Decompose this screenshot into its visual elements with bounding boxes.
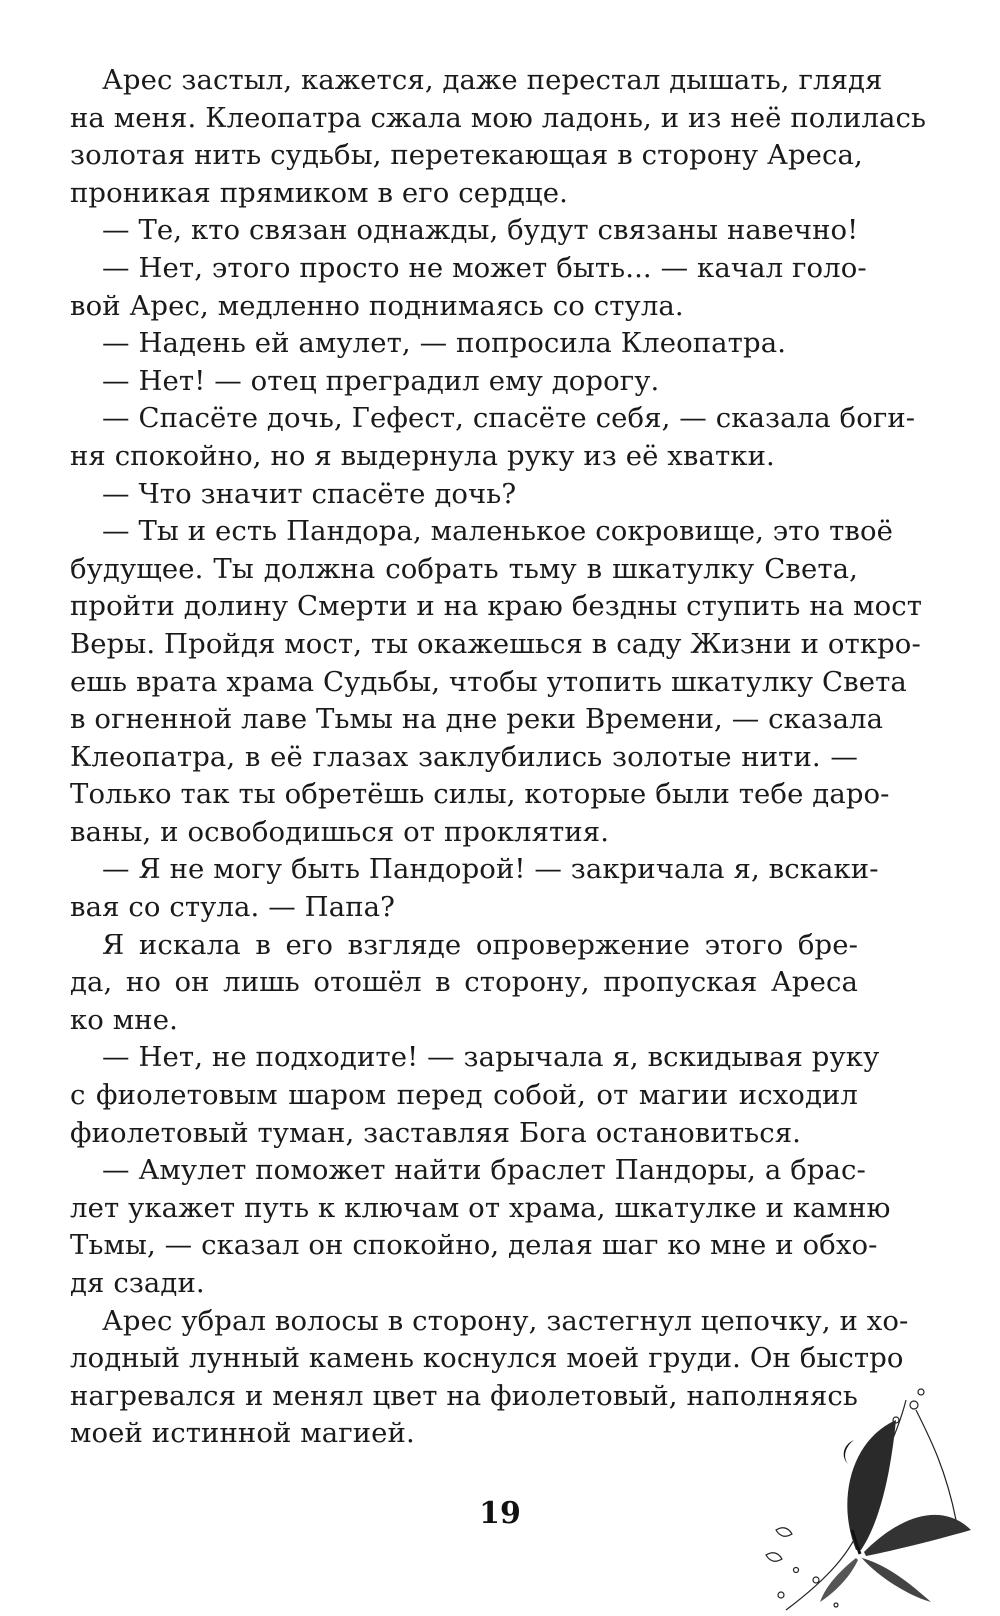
text-line: да, но он лишь отошёл в сторону, пропуская Ареса [70, 966, 858, 999]
text-line: Клеопатра, в её глазах заклубились золотые нити. — [70, 740, 858, 773]
text-line: — Спасёте дочь, Гефест, спасёте себя, — сказала боги- [102, 402, 916, 435]
text-line: — Нет, этого просто не может быть... — качал голо- [102, 251, 867, 284]
text-line: в огненной лаве Тьмы на дне реки Времени, — сказала [70, 703, 884, 736]
text-line: Я искала в его взгляде опровержение этого бре- [102, 928, 858, 961]
text-line: — Нет, не подходите! — зарычала я, вскидывая руку [102, 1041, 880, 1074]
text-line: фиолетовый туман, заставляя Бога остановиться. [70, 1116, 801, 1149]
text-line: на меня. Клеопатра сжала мою ладонь, и из неё полилась [70, 101, 927, 134]
text-line: дя сзади. [70, 1267, 205, 1299]
page-body-text [70, 62, 927, 1453]
text-line: — Те, кто связан однажды, будут связаны навечно! [102, 214, 859, 247]
text-line: вая со стула. — Папа? [70, 891, 395, 924]
text-line: нагревался и менял цвет на фиолетовый, наполняясь [70, 1379, 858, 1412]
text-line: — Я не могу быть Пандорой! — закричала я, вскаки- [102, 853, 879, 886]
text-line: ня спокойно, но я выдернула руку из её хватки. [70, 439, 775, 472]
text-line: Арес застыл, кажется, даже перестал дышать, глядя [102, 64, 883, 96]
text-line: — Ты и есть Пандора, маленькое сокровище, это твоё [102, 515, 894, 548]
text-line: Только так ты обретёшь силы, которые были тебе даро- [70, 778, 890, 811]
text-line: — Нет! — отец преградил ему дорогу. [102, 364, 660, 397]
text-line: ко мне. [70, 1003, 178, 1036]
text-line: Тьмы, — сказал он спокойно, делая шаг ко мне и обхо- [70, 1229, 878, 1262]
text-line: пройти долину Смерти и на краю бездны ступить на мост [70, 590, 923, 623]
text-line: вой Арес, медленно поднимаясь со стула. [70, 289, 684, 322]
text-line: — Что значит спасёте дочь? [102, 477, 517, 510]
text-line: будущее. Ты должна собрать тьму в шкатулку Света, [70, 552, 858, 585]
text-line: ешь врата храма Судьбы, чтобы утопить шкатулку Света [70, 665, 907, 698]
text-line: — Надень ей амулет, — попросила Клеопатра. [102, 327, 787, 360]
text-line: моей истинной магией. [70, 1417, 415, 1450]
text-line: Веры. Пройдя мост, ты окажешься в саду Жизни и откро- [70, 627, 921, 660]
text-line: с фиолетовым шаром перед собой, от магии исходил [70, 1079, 858, 1112]
text-line: ваны, и освободишься от проклятия. [70, 815, 610, 848]
text-line: золотая нить судьбы, перетекающая в сторону Ареса, [70, 139, 863, 172]
text-line: Арес убрал волосы в сторону, застегнул цепочку, и хо- [102, 1304, 909, 1337]
text-line: лет укажет путь к ключам от храма, шкатулке и камню [70, 1191, 891, 1224]
text-line: — Амулет поможет найти браслет Пандоры, а брас- [102, 1154, 866, 1187]
butterfly-moon-floral-icon [756, 1380, 1000, 1616]
text-line: лодный лунный камень коснулся моей груди. Он быстро [70, 1342, 904, 1375]
text-line: проникая прямиком в его сердце. [70, 176, 568, 209]
page-number: 19 [479, 1496, 521, 1531]
